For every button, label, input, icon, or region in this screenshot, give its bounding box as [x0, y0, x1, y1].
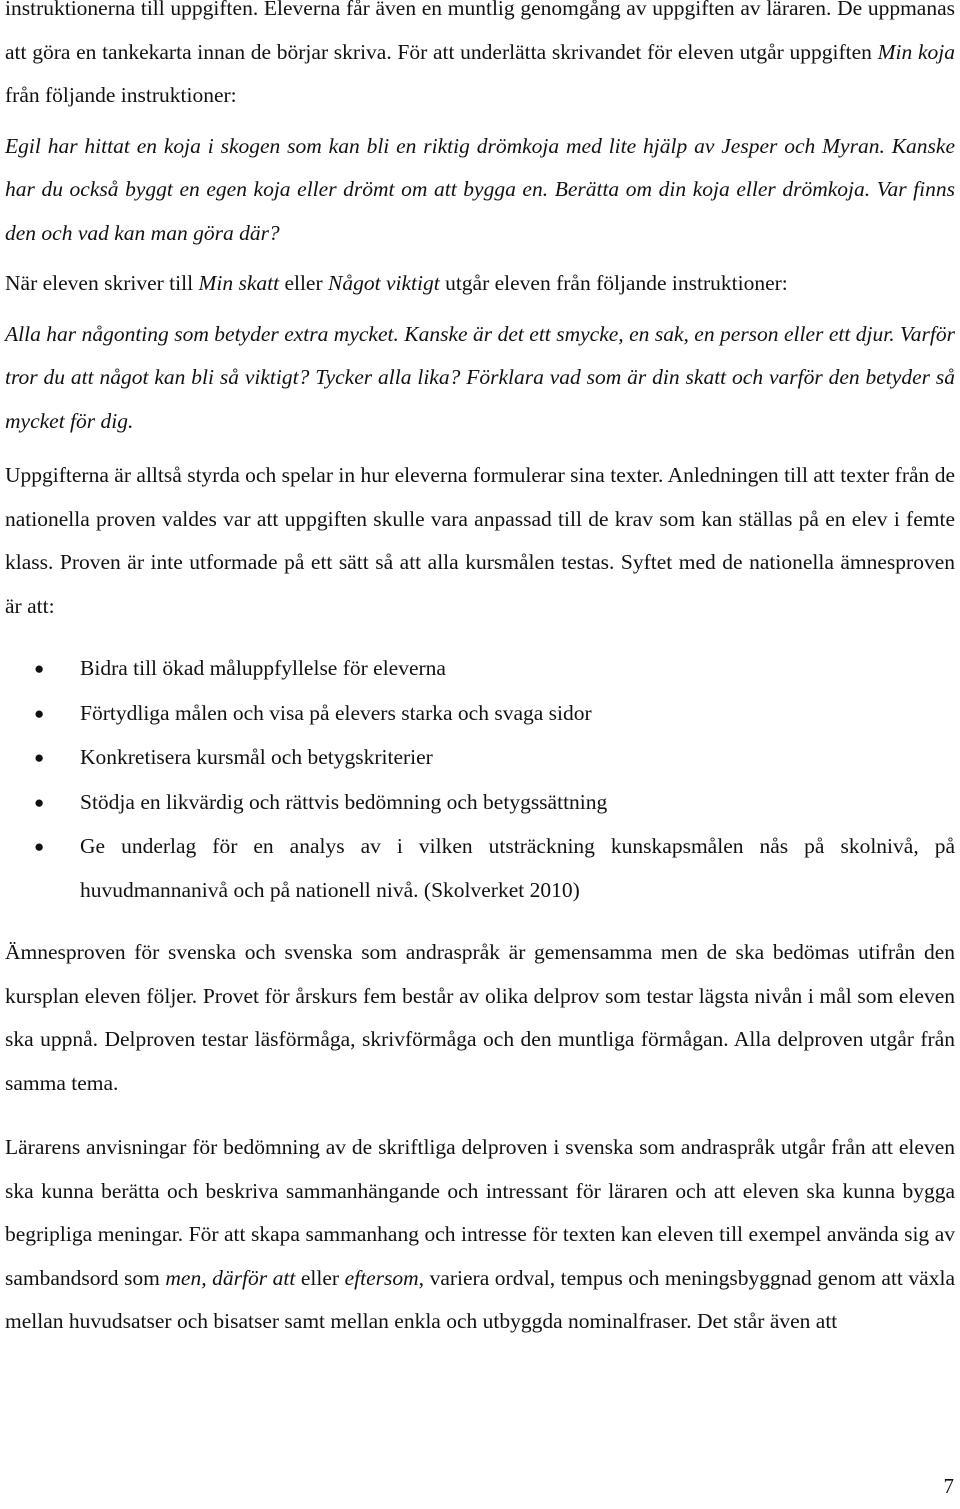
list-item — [5, 647, 955, 691]
italic-title-min-skatt: Min skatt — [198, 271, 280, 295]
italic-title-nagot-viktigt: Något viktigt — [328, 271, 440, 295]
paragraph-amnesproven: Ämnesproven för svenska och svenska som andraspråk är gemensamma men de ska bedömas utifrån den kursplan eleven följer. Provet för årskurs fem består av olika delprov som testar lägsta nivån i mål som eleven ska uppnå. Delproven testar läsförmåga, skrivförmåga och den muntliga förmågan. Alla delproven utgår från samma tema. — [5, 940, 955, 1095]
paragraph-uppgifterna: Uppgifterna är alltså styrda och spelar in hur eleverna formulerar sina texter. Anledningen till att texter från de nationella proven valdes var att uppgiften skulle vara anpassad till de krav som kan ställas på en elev i femte klass. Proven är inte utformade på ett sätt så att alla kursmålen testas. Syftet med de nationella ämnesproven är att: — [5, 463, 955, 618]
quote-min-skatt: Alla har någonting som betyder extra mycket. Kanske är det ett smycke, en sak, en person eller ett djur. Varför tror du att något kan bli så viktigt? Tycker alla lika? Förklara vad som är din skatt och varför den betyder så mycket för dig. — [5, 321, 955, 433]
document-page — [5, 0, 955, 1344]
bullet-icon: ● — [34, 659, 45, 678]
bullet-icon: ● — [34, 837, 45, 856]
page-number: 7 — [943, 1474, 954, 1498]
quote-min-koja: Egil har hittat en koja i skogen som kan bli en riktig drömkoja med lite hjälp av Jesper och Myran. Kanske har du också byggt en egen koja eller drömt om att bygga en. Berätta om din koja eller drömkoja. Var finns den och vad kan man göra där? — [5, 133, 955, 245]
list-item-text: Förtydliga målen och visa på elevers starka och svaga sidor — [80, 700, 592, 725]
italic-title-min-koja: Min koja — [877, 39, 955, 64]
text-run: instruktionerna till uppgiften. Eleverna får även en muntlig genomgång av uppgiften av läraren. De uppmanas att göra en tankekarta innan de börjar skriva. För att underlätta skrivandet för eleven utgår uppgiften — [5, 0, 955, 64]
paragraph-instructions-intro — [5, 0, 955, 118]
list-item — [5, 692, 955, 736]
text-run: variera ordval, tempus och meningsbyggnad genom att växla mellan huvudsatser och bisatser samt mellan enkla och utbyggda nominalfraser. Det står även att — [5, 1265, 955, 1333]
text-run: eller — [295, 1265, 345, 1290]
list-item — [5, 825, 955, 912]
bullet-icon: ● — [34, 703, 45, 723]
text-run: När eleven skriver till — [5, 271, 199, 295]
text-run: Lärarens anvisningar för bedömning av de skriftliga delproven i svenska som andraspråk utgår från att eleven ska kunna berätta och beskriva sammanhängande och intressant för läraren och att eleven ska kunna bygga begripliga meningar. För att skapa sammanhang och intresse för texten kan eleven till exempel använda sig av sambandsord som — [5, 1135, 955, 1290]
list-item-text: Stödja en likvärdig och rättvis bedömning och betygssättning — [80, 789, 608, 814]
list-item-text: Bidra till ökad måluppfyllelse för eleverna — [80, 656, 446, 680]
italic-example-sambandsord: men, därför att — [165, 1265, 296, 1290]
list-item-text: Ge underlag för en analys av i vilken utsträckning kunskapsmålen nås på skolnivå, på huvudmannanivå och på nationell nivå. (Skolverket 2010) — [80, 834, 955, 902]
list-item — [5, 781, 955, 825]
bullet-list-syfte — [5, 647, 955, 912]
text-run: utgår eleven från följande instruktioner: — [439, 271, 788, 295]
list-item-text: Konkretisera kursmål och betygskriterier — [80, 745, 433, 769]
paragraph-min-skatt-intro — [5, 262, 955, 306]
list-item — [5, 736, 955, 780]
text-run: från följande instruktioner: — [5, 83, 237, 107]
bullet-icon: ● — [34, 792, 45, 812]
italic-example-eftersom: eftersom, — [344, 1265, 425, 1290]
paragraph-lararens-anvisningar — [5, 1126, 955, 1344]
text-run: eller — [279, 271, 329, 295]
bullet-icon: ● — [34, 748, 45, 767]
